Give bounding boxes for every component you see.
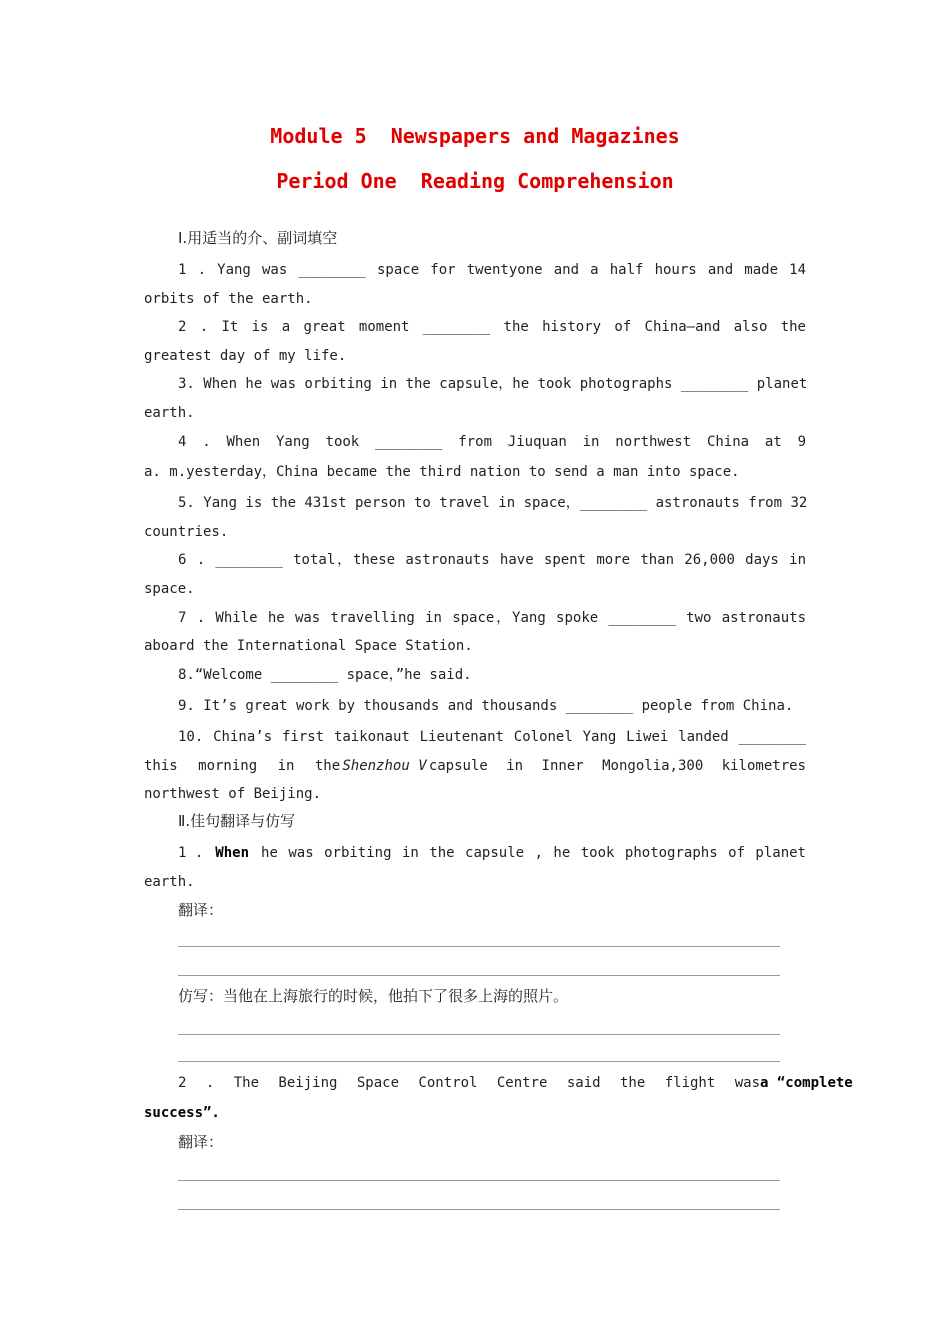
question-3-line-1: 3. When he was orbiting in the capsule，he took photographs ________ planet [178, 376, 808, 392]
question-10-capsule-name: Shenzhou V [342, 758, 427, 774]
question-4-line-1: 4 . When Yang took ________ from Jiuquan in northwest China at 9 [178, 434, 806, 450]
question-10-line-1: 10. China’s first taikonaut Lieutenant Colonel Yang Liwei landed ________ [178, 729, 806, 745]
question-9: 9. It’s great work by thousands and thousands ________ people from China. [178, 698, 794, 714]
sentence-1-line-1 [178, 844, 806, 862]
translate-label-2: 翻译： [178, 1133, 224, 1151]
sentence-2-text: 2 . The Beijing Space Control Centre said the flight was [178, 1075, 761, 1091]
question-8: 8.“Welcome ________ space，”he said. [178, 667, 472, 683]
question-1-line-2: orbits of the earth. [144, 291, 313, 307]
sentence-2-line-2: success”. [144, 1105, 220, 1121]
question-3-line-2: earth. [144, 405, 195, 421]
translate-label-1: 翻译： [178, 901, 224, 919]
sentence-2-line-1 [178, 1074, 853, 1092]
sentence-1-number: 1 . [178, 845, 204, 861]
question-7-line-1: 7 . While he was travelling in space，Yang spoke ________ two astronauts [178, 610, 806, 626]
answer-line[interactable] [178, 1209, 780, 1210]
answer-line[interactable] [178, 1180, 780, 1181]
question-10-line-2 [144, 757, 806, 775]
question-6-line-2: space. [144, 581, 195, 597]
section-1-heading: Ⅰ.用适当的介、副词填空 [178, 229, 338, 247]
sentence-1-text: he was orbiting in the capsule , he took photographs of planet [261, 845, 806, 861]
sentence-2-keyword: a “complete [760, 1075, 853, 1091]
question-10-text-c: capsule in Inner Mongolia,300 kilometres [428, 758, 806, 774]
question-1-line-1: 1 . Yang was ________ space for twentyone and a half hours and made 14 [178, 262, 806, 278]
question-2-line-1: 2 . It is a great moment ________ the history of China—and also the [178, 319, 806, 335]
question-10-text-a: this morning in the [144, 758, 341, 774]
answer-line[interactable] [178, 1034, 780, 1035]
question-5-line-1: 5. Yang is the 431st person to travel in space，________ astronauts from 32 [178, 495, 808, 511]
question-6-line-1: 6 . ________ total，these astronauts have spent more than 26,000 days in [178, 552, 806, 568]
section-2-heading: Ⅱ.佳句翻译与仿写 [178, 812, 296, 830]
period-subtitle: Period One Reading Comprehension [276, 169, 674, 193]
question-10-line-3: northwest of Beijing. [144, 786, 322, 802]
sentence-1-keyword: When [215, 845, 250, 861]
answer-line[interactable] [178, 975, 780, 976]
answer-line[interactable] [178, 946, 780, 947]
sentence-1-line-2: earth. [144, 874, 195, 890]
question-2-line-2: greatest day of my life. [144, 348, 347, 364]
imitate-prompt: 仿写：当他在上海旅行的时候，他拍下了很多上海的照片。 [178, 987, 569, 1005]
question-7-line-2: aboard the International Space Station. [144, 638, 473, 654]
module-title: Module 5 Newspapers and Magazines [270, 124, 680, 148]
question-4-line-2: a. m.yesterday，China became the third nation to send a man into space. [144, 464, 740, 480]
question-5-line-2: countries. [144, 524, 229, 540]
answer-line[interactable] [178, 1061, 780, 1062]
